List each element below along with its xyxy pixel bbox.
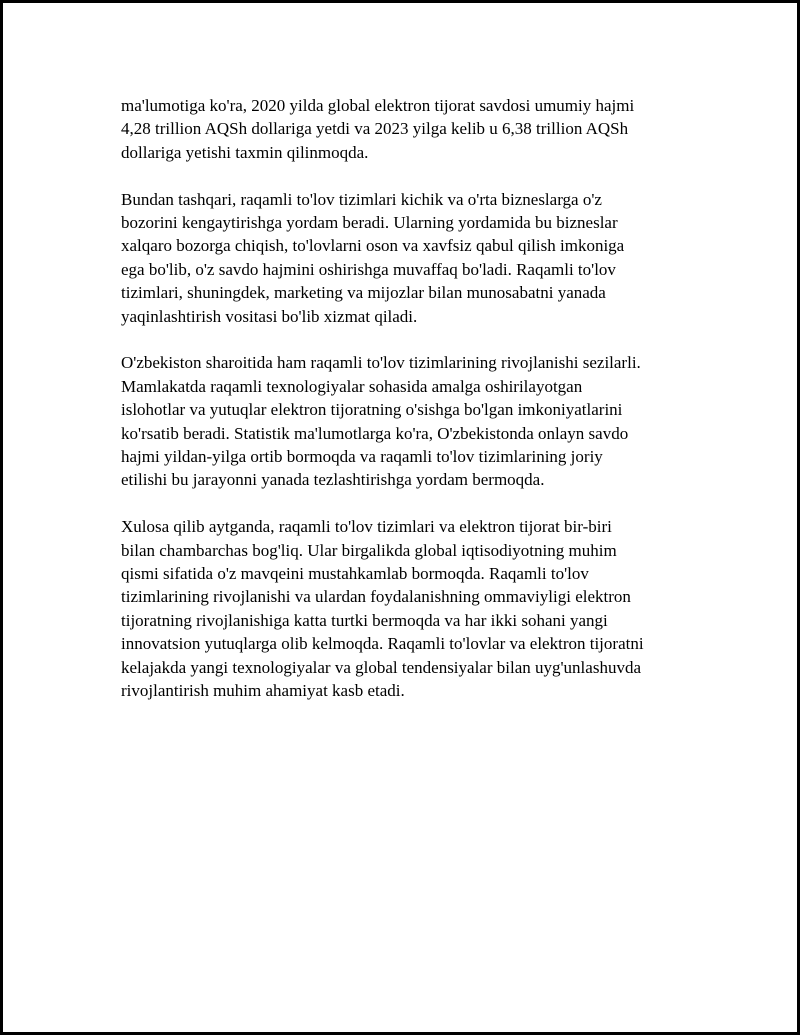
document-body (121, 94, 701, 703)
paragraph-ecommerce-statistics: ma'lumotiga ko'ra, 2020 yilda global elektron tijorat savdosi umumiy hajmi 4,28 trillion AQSh dollariga yetdi va 2023 yilga kelib u 6,38 trillion AQSh dollariga yetishi taxmin qilinmoqda. (121, 96, 635, 162)
paragraph-conclusion: Xulosa qilib aytganda, raqamli to'lov tizimlari va elektron tijorat bir-biri bilan chambarchas bog'liq. Ular birgalikda global iqtisodiyotning muhim qismi sifatida o'z mavqeini mustahkamlab bormoqda. Raqamli to'lov tizimlarining rivojlanishi va ulardan foydalanishning ommaviyligi elektron tijoratning rivojlanishiga katta turtki bermoqda va har ikki sohani yangi innovatsion yutuqlarga olib kelmoqda. Raqamli to'lovlar va elektron tijoratni kelajakda yangi texnologiyalar va global tendensiyalar bilan uyg'unlashuvda rivojlantirish muhim ahamiyat kasb etadi. (121, 517, 644, 701)
paragraph-small-business-benefits: Bundan tashqari, raqamli to'lov tizimlari kichik va o'rta bizneslarga o'z bozorini kengaytirishga yordam beradi. Ularning yordamida bu bizneslar xalqaro bozorga chiqish, to'lovlarni oson va xavfsiz qabul qilish imkoniga ega bo'lib, o'z savdo hajmini oshirishga muvaffaq bo'ladi. Raqamli to'lov tizimlari, shuningdek, marketing va mijozlar bilan munosabatni yanada yaqinlashtirish vositasi bo'lib xizmat qiladi. (121, 189, 625, 326)
paragraph-uzbekistan-development: O'zbekiston sharoitida ham raqamli to'lov tizimlarining rivojlanishi sezilarli. Mamlakatda raqamli texnologiyalar sohasida amalga oshirilayotgan islohotlar va yutuqlar elektron tijoratning o'sishga bo'lgan imkoniyatlarini ko'rsatib beradi. Statistik ma'lumotlarga ko'ra, O'zbekistonda onlayn savdo hajmi yildan-yilga ortib bormoqda va raqamli to'lov tizimlarining joriy etilishi bu jarayonni yanada tezlashtirishga yordam bermoqda. (121, 353, 641, 490)
